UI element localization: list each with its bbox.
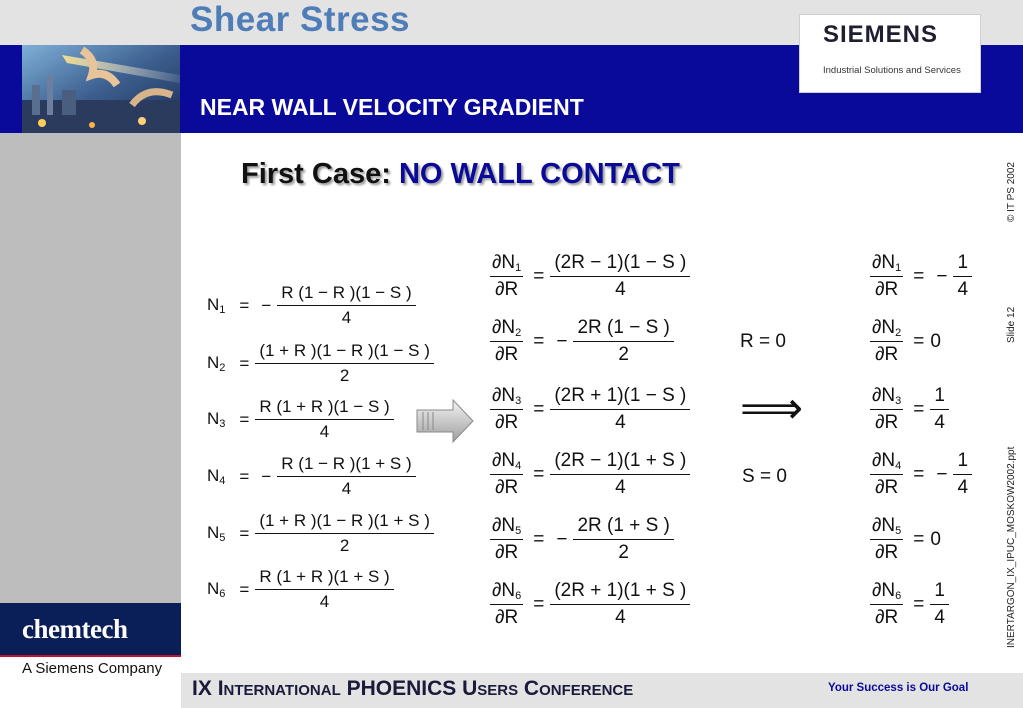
chem-text: chem — [22, 614, 82, 644]
result-fraction-numerator: 1 — [953, 450, 972, 475]
derivative-fraction-denominator: 4 — [615, 279, 626, 300]
partial-symbol: ∂ — [872, 317, 882, 338]
shape-fraction — [277, 454, 415, 499]
partial-derivative-6 — [490, 580, 523, 629]
partial-numerator — [870, 317, 903, 342]
n-symbol: N — [881, 450, 896, 471]
n-symbol: N — [207, 353, 220, 372]
partial-symbol: ∂ — [875, 279, 885, 300]
siemens-company-label: A Siemens Company — [22, 660, 163, 677]
partial-denominator — [495, 475, 518, 499]
derivative-fraction-numerator: (2R + 1)(1 + S ) — [550, 580, 690, 605]
partial-symbol: ∂ — [875, 344, 885, 365]
r-symbol: R — [884, 279, 899, 300]
r-symbol: R — [504, 542, 519, 563]
partial-numerator — [490, 252, 523, 277]
shape-function-4 — [207, 454, 416, 499]
shape-fraction-denominator: 2 — [339, 366, 350, 385]
partial-denominator — [875, 475, 898, 499]
partial-numerator — [490, 317, 523, 342]
partial-derivative-2 — [490, 317, 523, 366]
result-fraction — [953, 450, 972, 499]
shape-function-lhs — [207, 466, 225, 487]
derivative-4 — [490, 450, 690, 499]
page-subtitle: NEAR WALL VELOCITY GRADIENT — [200, 94, 584, 120]
r-symbol: R — [504, 607, 519, 628]
equals-sign: = — [239, 409, 250, 429]
index: 5 — [895, 525, 902, 537]
n-symbol: N — [207, 409, 220, 428]
shape-function-lhs — [207, 409, 225, 430]
n-symbol: N — [501, 252, 516, 273]
result-2 — [870, 317, 941, 366]
partial-symbol: ∂ — [495, 542, 505, 563]
partial-symbol: ∂ — [495, 477, 505, 498]
partial-numerator — [870, 450, 903, 475]
partial-denominator — [495, 277, 518, 301]
partial-symbol: ∂ — [875, 607, 885, 628]
derivative-6 — [490, 580, 690, 629]
partial-symbol: ∂ — [492, 252, 502, 273]
partial-derivative-2 — [870, 317, 903, 366]
shape-fraction — [277, 283, 415, 328]
index: 6 — [515, 590, 522, 602]
n-symbol: N — [207, 579, 220, 598]
partial-numerator — [870, 515, 903, 540]
result-fraction-denominator: 4 — [934, 412, 945, 433]
shape-fraction-numerator: R (1 − R )(1 − S ) — [277, 283, 415, 306]
index: 3 — [895, 395, 902, 407]
shape-fraction — [255, 341, 434, 386]
r-symbol: R — [884, 412, 899, 433]
partial-denominator — [495, 342, 518, 366]
index: 3 — [515, 395, 522, 407]
case-label: First Case: — [241, 158, 399, 190]
index: 2 — [515, 327, 522, 339]
shape-function-6 — [207, 567, 394, 612]
condition-s: S = 0 — [742, 466, 787, 487]
equals-sign: = — [533, 330, 545, 352]
derivative-3 — [490, 385, 690, 434]
partial-derivative-5 — [870, 515, 903, 564]
condition-r: R = 0 — [740, 331, 786, 352]
partial-symbol: ∂ — [872, 450, 882, 471]
partial-derivative-1 — [490, 252, 523, 301]
result-4 — [870, 450, 972, 499]
derivative-fraction-numerator: (2R − 1)(1 + S ) — [550, 450, 690, 475]
partial-derivative-6 — [870, 580, 903, 629]
derivative-fraction — [550, 385, 690, 434]
partial-derivative-4 — [870, 450, 903, 499]
partial-numerator — [490, 385, 523, 410]
equals-sign: = — [533, 463, 545, 485]
equals-sign: = — [913, 330, 925, 352]
partial-numerator — [870, 252, 903, 277]
partial-derivative-1 — [870, 252, 903, 301]
derivative-fraction-numerator: (2R − 1)(1 − S ) — [550, 252, 690, 277]
partial-denominator — [875, 540, 898, 564]
n-symbol: N — [207, 295, 220, 314]
equals-sign: = — [913, 398, 925, 420]
r-symbol: R — [504, 279, 519, 300]
shape-fraction-numerator: (1 + R )(1 − R )(1 − S ) — [255, 341, 434, 364]
logo-wordmark: SIEMENS — [823, 21, 939, 48]
index: 6 — [219, 588, 226, 600]
index: 1 — [515, 262, 522, 274]
r-symbol: R — [504, 412, 519, 433]
derivative-fraction-denominator: 2 — [618, 542, 629, 563]
index: 4 — [895, 460, 902, 472]
shape-function-5 — [207, 511, 434, 556]
result-fraction — [930, 385, 949, 434]
index: 1 — [219, 304, 226, 316]
equals-sign: = — [913, 463, 925, 485]
index: 2 — [895, 327, 902, 339]
partial-numerator — [870, 580, 903, 605]
page-title: Shear Stress — [190, 0, 411, 39]
conference-prefix: IX — [192, 677, 218, 700]
r-symbol: R — [884, 542, 899, 563]
partial-symbol: ∂ — [875, 412, 885, 433]
partial-numerator — [870, 385, 903, 410]
result-value: 0 — [930, 330, 941, 352]
n-symbol: N — [881, 252, 896, 273]
r-symbol: R — [504, 344, 519, 365]
shape-fraction — [255, 511, 434, 556]
equals-sign: = — [239, 295, 250, 315]
n-symbol: N — [881, 515, 896, 536]
conference-title: International PHOENICS Users Conference — [217, 677, 634, 700]
header-photo — [22, 45, 180, 133]
partial-denominator — [875, 605, 898, 629]
equals-sign: = — [239, 523, 250, 543]
partial-denominator — [875, 410, 898, 434]
partial-symbol: ∂ — [495, 279, 505, 300]
siemens-logo — [799, 14, 981, 93]
derivative-1 — [490, 252, 690, 301]
index: 4 — [219, 475, 226, 487]
file-name: INERTARGON_IX_IPUC_MOSKOW2002.ppt — [1006, 446, 1017, 648]
partial-derivative-3 — [490, 385, 523, 434]
equals-sign: = — [533, 593, 545, 615]
sign: − — [261, 295, 272, 315]
r-symbol: R — [504, 477, 519, 498]
r-symbol: R — [884, 607, 899, 628]
shape-fraction-numerator: (1 + R )(1 − R )(1 + S ) — [255, 511, 434, 534]
equals-sign: = — [533, 398, 545, 420]
index: 1 — [895, 262, 902, 274]
partial-derivative-5 — [490, 515, 523, 564]
n-symbol: N — [501, 317, 516, 338]
case-heading — [241, 158, 680, 191]
partial-denominator — [495, 410, 518, 434]
left-sidebar — [0, 133, 181, 605]
sign: − — [936, 463, 948, 485]
shape-function-lhs — [207, 295, 225, 316]
result-fraction-numerator: 1 — [953, 252, 972, 277]
result-value: 0 — [930, 528, 941, 550]
derivative-fraction-denominator: 4 — [615, 412, 626, 433]
partial-denominator — [495, 605, 518, 629]
result-fraction — [930, 580, 949, 629]
index: 5 — [219, 532, 226, 544]
equals-sign: = — [913, 593, 925, 615]
derivative-fraction — [550, 450, 690, 499]
conference-name — [192, 677, 633, 701]
derivative-fraction-numerator: 2R (1 + S ) — [573, 515, 673, 540]
sign: − — [261, 466, 272, 486]
shape-fraction — [255, 567, 393, 612]
derivative-5 — [490, 515, 674, 564]
partial-derivative-3 — [870, 385, 903, 434]
shape-fraction-denominator: 4 — [341, 479, 352, 498]
equals-sign: = — [239, 579, 250, 599]
copyright-note: © IT PS 2002 — [1006, 162, 1017, 222]
result-fraction-denominator: 4 — [957, 279, 969, 300]
partial-symbol: ∂ — [872, 252, 882, 273]
partial-numerator — [490, 580, 523, 605]
equals-sign: = — [533, 528, 545, 550]
n-symbol: N — [501, 450, 516, 471]
derivative-fraction-denominator: 4 — [615, 607, 626, 628]
equals-sign: = — [913, 528, 925, 550]
n-symbol: N — [207, 466, 220, 485]
partial-numerator — [490, 515, 523, 540]
index: 6 — [895, 590, 902, 602]
shape-fraction-denominator: 4 — [341, 308, 352, 327]
partial-symbol: ∂ — [492, 515, 502, 536]
derivative-fraction-numerator: (2R + 1)(1 − S ) — [550, 385, 690, 410]
shape-function-3 — [207, 397, 394, 442]
shape-function-lhs — [207, 353, 225, 374]
derivative-fraction-denominator: 2 — [618, 344, 629, 365]
partial-symbol: ∂ — [492, 385, 502, 406]
partial-symbol: ∂ — [875, 477, 885, 498]
sign: − — [936, 265, 948, 287]
index: 3 — [219, 418, 226, 430]
result-5 — [870, 515, 941, 564]
index: 4 — [515, 460, 522, 472]
chemtech-rule — [0, 655, 181, 657]
partial-numerator — [490, 450, 523, 475]
shape-fraction-denominator: 4 — [319, 592, 330, 611]
derivative-fraction-numerator: 2R (1 − S ) — [573, 317, 673, 342]
equals-sign: = — [913, 265, 925, 287]
r-symbol: R — [884, 477, 899, 498]
derivative-fraction — [550, 580, 690, 629]
footer-tagline: Your Success is Our Goal — [828, 682, 969, 694]
partial-symbol: ∂ — [872, 385, 882, 406]
partial-derivative-4 — [490, 450, 523, 499]
result-3 — [870, 385, 949, 434]
partial-denominator — [875, 342, 898, 366]
n-symbol: N — [881, 580, 896, 601]
partial-symbol: ∂ — [495, 344, 505, 365]
tech-text: tech — [81, 614, 128, 644]
derivative-fraction — [550, 252, 690, 301]
shape-fraction-numerator: R (1 − R )(1 + S ) — [277, 454, 415, 477]
partial-symbol: ∂ — [875, 542, 885, 563]
sign: − — [556, 528, 568, 550]
n-symbol: N — [207, 523, 220, 542]
derivative-fraction-denominator: 4 — [615, 477, 626, 498]
partial-symbol: ∂ — [492, 450, 502, 471]
n-symbol: N — [501, 515, 516, 536]
shape-function-lhs — [207, 523, 225, 544]
shape-function-1 — [207, 283, 416, 328]
case-highlight: NO WALL CONTACT — [398, 158, 680, 190]
shape-fraction-numerator: R (1 + R )(1 + S ) — [255, 567, 393, 590]
result-1 — [870, 252, 972, 301]
block-arrow-icon — [415, 398, 475, 444]
equals-sign: = — [239, 353, 250, 373]
slide-number: Slide 12 — [1006, 306, 1017, 343]
n-symbol: N — [881, 385, 896, 406]
chemtech-logo — [22, 614, 127, 645]
partial-symbol: ∂ — [495, 607, 505, 628]
partial-symbol: ∂ — [492, 317, 502, 338]
partial-symbol: ∂ — [872, 580, 882, 601]
result-fraction-numerator: 1 — [930, 580, 949, 605]
partial-denominator — [495, 540, 518, 564]
equals-sign: = — [239, 466, 250, 486]
shape-fraction-denominator: 2 — [339, 536, 350, 555]
result-fraction-denominator: 4 — [934, 607, 945, 628]
n-symbol: N — [501, 385, 516, 406]
shape-fraction — [255, 397, 393, 442]
partial-symbol: ∂ — [492, 580, 502, 601]
result-fraction-numerator: 1 — [930, 385, 949, 410]
sign: − — [556, 330, 568, 352]
shape-function-2 — [207, 341, 434, 386]
equals-sign: = — [533, 265, 545, 287]
r-symbol: R — [884, 344, 899, 365]
index: 2 — [219, 362, 226, 374]
partial-symbol: ∂ — [495, 412, 505, 433]
logo-tagline: Industrial Solutions and Services — [823, 65, 961, 76]
derivative-2 — [490, 317, 674, 366]
result-fraction — [953, 252, 972, 301]
result-6 — [870, 580, 949, 629]
derivative-fraction — [573, 317, 673, 366]
result-fraction-denominator: 4 — [957, 477, 969, 498]
shape-function-lhs — [207, 579, 225, 600]
shape-fraction-denominator: 4 — [319, 422, 330, 441]
n-symbol: N — [501, 580, 516, 601]
n-symbol: N — [881, 317, 896, 338]
partial-denominator — [875, 277, 898, 301]
index: 5 — [515, 525, 522, 537]
shape-fraction-numerator: R (1 + R )(1 − S ) — [255, 397, 393, 420]
implies-arrow-icon: ⟹ — [740, 384, 804, 433]
derivative-fraction — [573, 515, 673, 564]
partial-symbol: ∂ — [872, 515, 882, 536]
